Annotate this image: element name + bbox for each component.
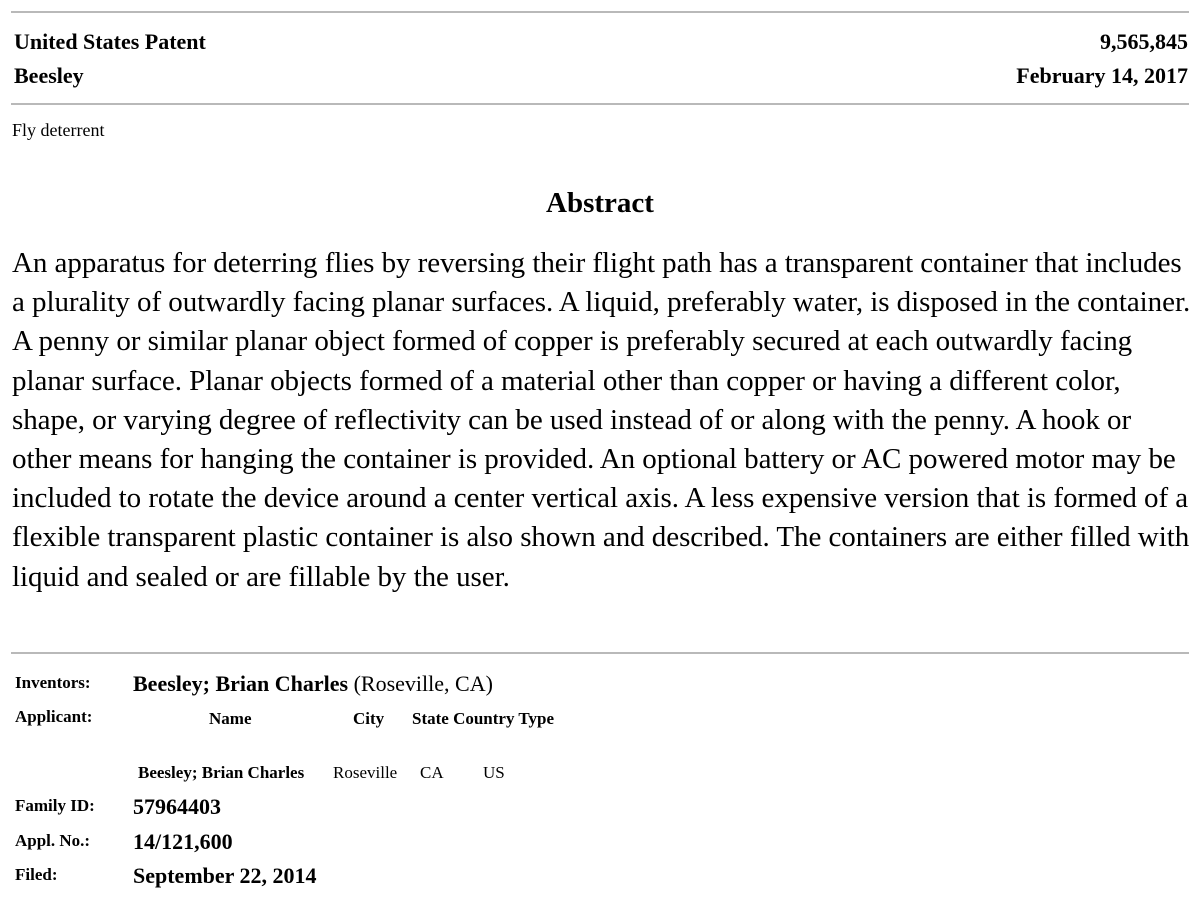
abstract-text: An apparatus for deterring flies by reversing their flight path has a transparent container that includes a plurality of outwardly facing planar surfaces. A liquid, preferably water, is disposed in the container. A penny or similar planar object formed of copper is preferably secured at each outwardly facing planar surface. Planar objects formed of a material other than copper or having a different color, shape, or varying degree of reflectivity can be used instead of or along with the penny. A hook or other means for hanging the container is provided. An optional battery or AC powered motor may be included to rotate the device around a center vertical axis. A less expensive version that is formed of a flexible transparent plastic container is also shown and described. The containers are either filled with liquid and sealed or are fillable by the user. [12, 247, 1191, 593]
applicant-col-name: Name [209, 709, 252, 728]
applicant-country: US [483, 763, 505, 782]
abstract-divider [11, 652, 1189, 654]
applicant-state: CA [420, 763, 444, 782]
header-divider [11, 103, 1189, 105]
inventors-value [133, 671, 493, 697]
patent-number: 9,565,845 [1100, 29, 1188, 54]
applicant-col-state-country-type: State Country Type [412, 709, 554, 728]
applicant-city: Roseville [333, 763, 398, 782]
patent-source: United States Patent [14, 29, 206, 54]
applicant-label: Applicant: [15, 707, 93, 726]
inventor-location: (Roseville, CA) [353, 671, 493, 696]
applicant-col-city: City [353, 709, 385, 728]
patent-title: Fly deterrent [12, 120, 105, 140]
inventor-surname: Beesley [14, 63, 84, 88]
filed-label: Filed: [15, 865, 58, 884]
appl-no-label: Appl. No.: [15, 831, 91, 850]
applicant-name: Beesley; Brian Charles [138, 763, 305, 782]
abstract-heading: Abstract [546, 187, 654, 219]
patent-date: February 14, 2017 [1016, 63, 1188, 88]
inventor-name: Beesley; Brian Charles [133, 671, 349, 696]
filed-value: September 22, 2014 [133, 863, 317, 888]
inventors-label: Inventors: [15, 673, 91, 692]
family-id-label: Family ID: [15, 796, 95, 815]
top-divider [11, 11, 1189, 13]
appl-no-value: 14/121,600 [133, 829, 233, 854]
family-id-value: 57964403 [133, 794, 221, 819]
